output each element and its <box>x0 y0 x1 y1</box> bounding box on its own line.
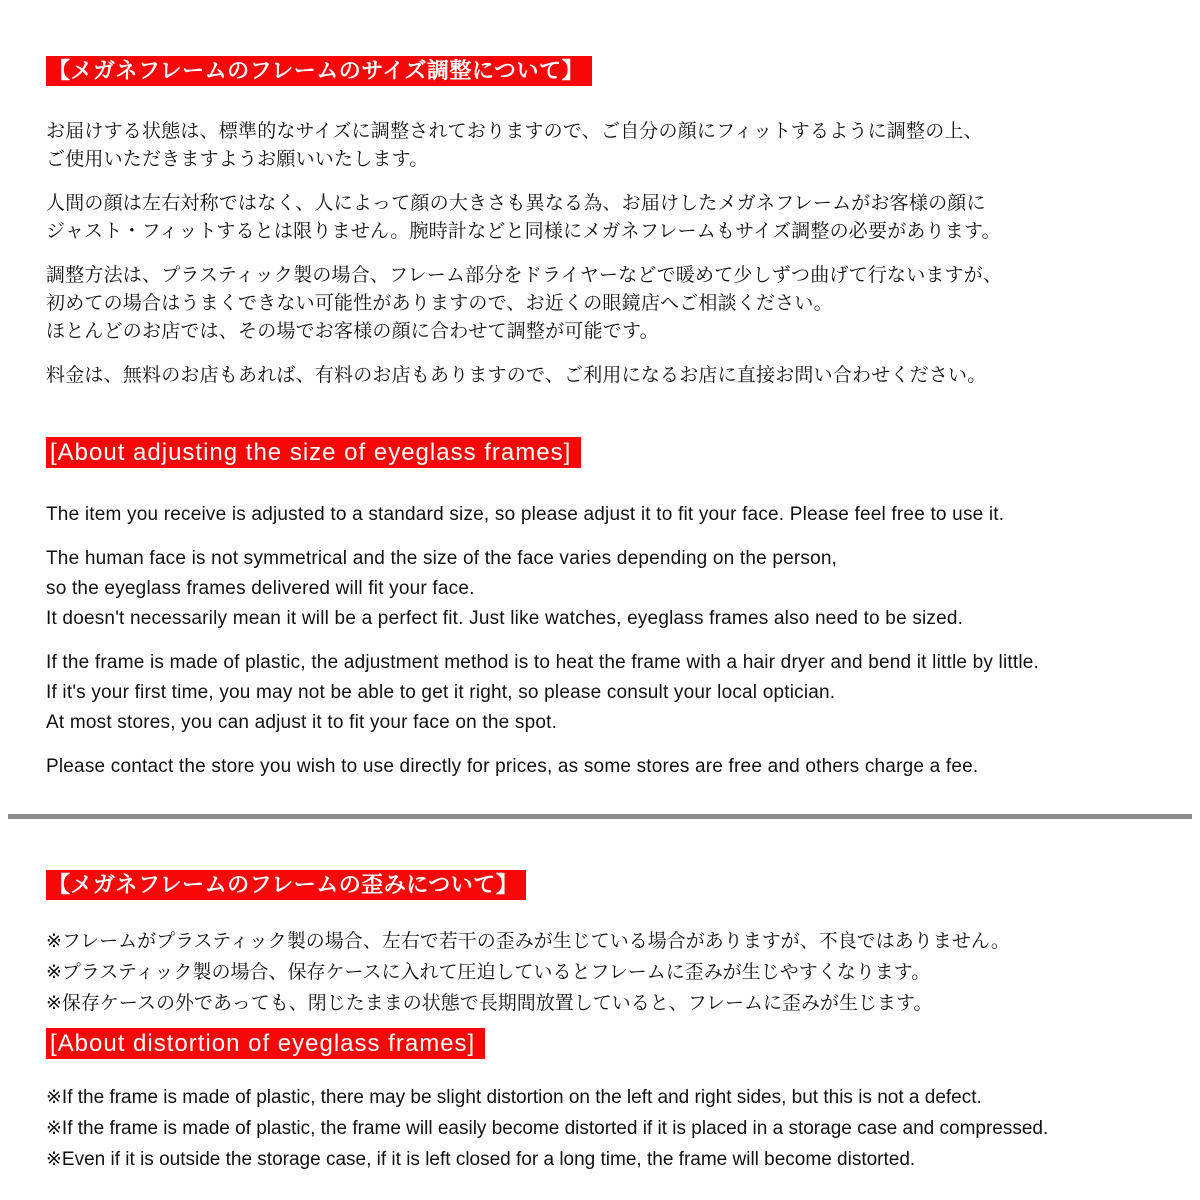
spacer <box>46 900 1160 926</box>
paragraph-delivery-state-jp <box>46 118 1160 174</box>
note-line: ※If the frame is made of plastic, there may be slight distortion on the left and right sides, but this is not a defect. <box>46 1087 982 1108</box>
text-line: 調整方法は、プラスティック製の場合、フレーム部分をドライヤーなどで暖めて少しずつ曲げて行ないますが、 <box>46 265 1003 286</box>
paragraph-fees-en <box>46 752 1160 782</box>
heading-size-adjustment-en: [About adjusting the size of eyeglass frames] <box>46 437 581 468</box>
text-line: Please contact the store you wish to use directly for prices, as some stores are free and others charge a fee. <box>46 756 979 777</box>
heading-distortion-jp: 【メガネフレームのフレームの歪みについて】 <box>46 870 526 900</box>
spacer <box>46 86 1160 118</box>
text-line: ご使用いただきますようお願いいたします。 <box>46 149 429 170</box>
spacer <box>46 1059 1160 1082</box>
note-line: ※Even if it is outside the storage case, if it is left closed for a long time, the frame will become distorted. <box>46 1149 916 1170</box>
text-line: If the frame is made of plastic, the adjustment method is to heat the frame with a hair dryer and bend it little by little. <box>46 652 1040 673</box>
text-line: The item you receive is adjusted to a standard size, so please adjust it to fit your face. Please feel free to use it. <box>46 504 1005 525</box>
text-line: At most stores, you can adjust it to fit your face on the spot. <box>46 712 558 733</box>
paragraph-face-symmetry-en <box>46 544 1160 634</box>
text-line: 初めての場合はうまくできない可能性がありますので、お近くの眼鏡店へご相談ください。 <box>46 293 833 314</box>
text-line: 料金は、無料のお店もあれば、有料のお店もありますので、ご利用になるお店に直接お問い合わせください。 <box>46 365 987 386</box>
paragraph-adjustment-method-en <box>46 648 1160 738</box>
note-line: ※フレームがプラスティック製の場合、左右で若干の歪みが生じている場合がありますが、不良ではありません。 <box>46 931 1010 952</box>
text-line: ジャスト・フィットするとは限りません。腕時計などと同様にメガネフレームもサイズ調整の必要があります。 <box>46 221 1001 242</box>
text-line: It doesn't necessarily mean it will be a perfect fit. Just like watches, eyeglass frames also need to be sized. <box>46 608 964 629</box>
paragraph-delivery-state-en <box>46 500 1160 530</box>
paragraph-fees-jp <box>46 362 1160 390</box>
heading-distortion-en: [About distortion of eyeglass frames] <box>46 1028 485 1059</box>
paragraph-face-symmetry-jp <box>46 190 1160 246</box>
spacer <box>46 468 1160 500</box>
distortion-notes-jp <box>46 926 1160 1019</box>
paragraph-adjustment-method-jp <box>46 262 1160 346</box>
text-line: ほとんどのお店では、その場でお客様の顔に合わせて調整が可能です。 <box>46 321 659 342</box>
text-line: If it's your first time, you may not be able to get it right, so please consult your local optician. <box>46 682 836 703</box>
distortion-notes-en <box>46 1082 1160 1175</box>
heading-size-adjustment-jp: 【メガネフレームのフレームのサイズ調整について】 <box>46 56 592 86</box>
note-line: ※If the frame is made of plastic, the frame will easily become distorted if it is placed in a storage case and compressed. <box>46 1118 1049 1139</box>
section-distortion <box>46 819 1160 1175</box>
text-line: 人間の顔は左右対称ではなく、人によって顔の大きさも異なる為、お届けしたメガネフレームがお客様の顔に <box>46 193 986 214</box>
text-line: お届けする状態は、標準的なサイズに調整されておりますので、ご自分の顔にフィットするように調整の上、 <box>46 121 983 142</box>
note-line: ※保存ケースの外であっても、閉じたままの状態で長期間放置していると、フレームに歪みが生じます。 <box>46 993 933 1014</box>
note-line: ※プラスティック製の場合、保存ケースに入れて圧迫しているとフレームに歪みが生じやすくなります。 <box>46 962 931 983</box>
text-line: The human face is not symmetrical and the size of the face varies depending on the person, <box>46 548 838 569</box>
text-line: so the eyeglass frames delivered will fit your face. <box>46 578 475 599</box>
section-size-adjustment <box>46 56 1160 782</box>
